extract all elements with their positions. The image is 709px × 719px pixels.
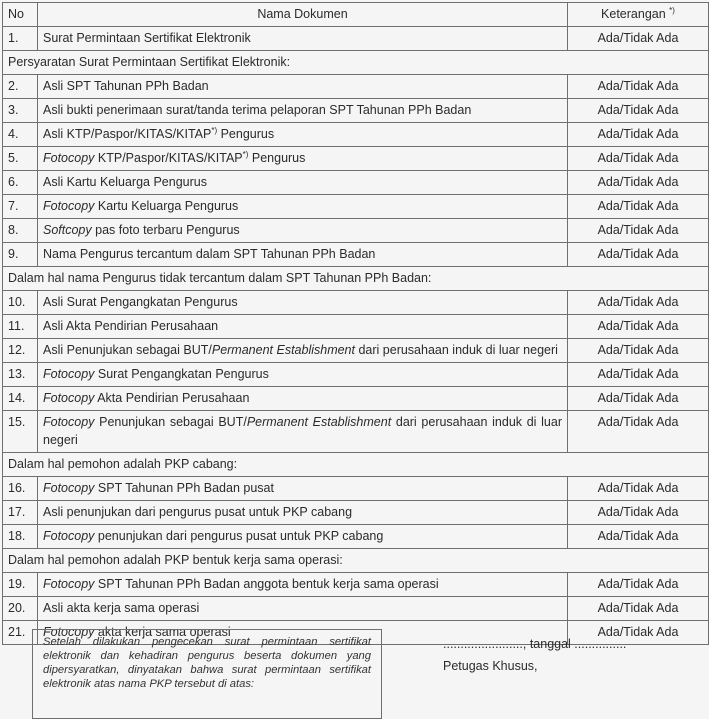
document-name-part: Pengurus	[248, 151, 306, 165]
document-name	[38, 75, 568, 99]
document-name-part: Fotocopy	[43, 199, 95, 213]
row-number: 4.	[3, 123, 38, 147]
document-name-part: Kartu Keluarga Pengurus	[94, 199, 239, 213]
table-row	[3, 573, 709, 597]
row-number: 3.	[3, 99, 38, 123]
row-number: 6.	[3, 171, 38, 195]
document-name-part: Surat Pengangkatan Pengurus	[94, 367, 269, 381]
section-heading: Dalam hal pemohon adalah PKP cabang:	[3, 453, 709, 477]
header-keterangan	[568, 3, 709, 27]
availability-status: Ada/Tidak Ada	[568, 387, 709, 411]
table-row	[3, 291, 709, 315]
document-name	[38, 315, 568, 339]
table-row	[3, 525, 709, 549]
table-row	[3, 123, 709, 147]
availability-status: Ada/Tidak Ada	[568, 171, 709, 195]
availability-status: Ada/Tidak Ada	[568, 147, 709, 171]
document-name-part: Fotocopy	[43, 625, 95, 639]
row-number: 21.	[3, 621, 38, 645]
table-row	[3, 477, 709, 501]
document-name-part: SPT Tahunan PPh Badan anggota bentuk kerja sama operasi	[94, 577, 439, 591]
row-number: 11.	[3, 315, 38, 339]
availability-status: Ada/Tidak Ada	[568, 597, 709, 621]
availability-status: Ada/Tidak Ada	[568, 477, 709, 501]
document-name	[38, 387, 568, 411]
document-name-part: Fotocopy	[43, 367, 95, 381]
table-row	[3, 99, 709, 123]
availability-status: Ada/Tidak Ada	[568, 363, 709, 387]
document-name	[38, 411, 568, 453]
row-number: 20.	[3, 597, 38, 621]
availability-status: Ada/Tidak Ada	[568, 291, 709, 315]
availability-status: Ada/Tidak Ada	[568, 501, 709, 525]
header-nama-dokumen: Nama Dokumen	[38, 3, 568, 27]
document-name-part: Fotocopy	[43, 577, 95, 591]
document-name-part: Pengurus	[217, 127, 275, 141]
document-name	[38, 243, 568, 267]
document-name	[38, 123, 568, 147]
row-number: 7.	[3, 195, 38, 219]
availability-status: Ada/Tidak Ada	[568, 27, 709, 51]
table-row	[3, 219, 709, 243]
table-row	[3, 363, 709, 387]
document-name-part: Nama Pengurus tercantum dalam SPT Tahunan PPh Badan	[43, 247, 376, 261]
document-name-part: Asli Penunjukan sebagai BUT/	[43, 343, 212, 357]
document-name-part: Akta Pendirian Perusahaan	[94, 391, 250, 405]
document-name	[38, 147, 568, 171]
row-number: 2.	[3, 75, 38, 99]
section-heading: Dalam hal pemohon adalah PKP bentuk kerja sama operasi:	[3, 549, 709, 573]
availability-status: Ada/Tidak Ada	[568, 195, 709, 219]
date-line: ......................., tanggal ...............	[443, 637, 627, 651]
availability-status: Ada/Tidak Ada	[568, 339, 709, 363]
header-keterangan-footnote: *)	[669, 5, 675, 15]
availability-status: Ada/Tidak Ada	[568, 573, 709, 597]
header-keterangan-label: Keterangan	[601, 7, 666, 21]
section-row	[3, 51, 709, 75]
document-name	[38, 339, 568, 363]
signature-block	[443, 633, 626, 677]
verification-note-box	[32, 629, 382, 719]
document-name-part: Fotocopy	[43, 529, 95, 543]
document-name	[38, 501, 568, 525]
row-number: 16.	[3, 477, 38, 501]
row-number: 12.	[3, 339, 38, 363]
availability-status: Ada/Tidak Ada	[568, 525, 709, 549]
availability-status: Ada/Tidak Ada	[568, 243, 709, 267]
document-name-part: KTP/Paspor/KITAS/KITAP	[94, 151, 243, 165]
document-name	[38, 291, 568, 315]
table-row	[3, 411, 709, 453]
document-name-part: Asli bukti penerimaan surat/tanda terima pelaporan SPT Tahunan PPh Badan	[43, 103, 472, 117]
document-checklist-table	[2, 2, 709, 645]
availability-status: Ada/Tidak Ada	[568, 219, 709, 243]
row-number: 10.	[3, 291, 38, 315]
document-name-part: Fotocopy	[43, 151, 95, 165]
document-name-part: pas foto terbaru Pengurus	[91, 223, 240, 237]
document-name-part: Asli SPT Tahunan PPh Badan	[43, 79, 209, 93]
section-row	[3, 453, 709, 477]
availability-status: Ada/Tidak Ada	[568, 315, 709, 339]
table-row	[3, 339, 709, 363]
table-body	[3, 27, 709, 645]
availability-status: Ada/Tidak Ada	[568, 99, 709, 123]
document-name-part: penunjukan dari pengurus pusat untuk PKP cabang	[94, 529, 384, 543]
document-name	[38, 27, 568, 51]
document-name-part: Fotocopy	[43, 415, 95, 429]
row-number: 15.	[3, 411, 38, 453]
document-name	[38, 477, 568, 501]
document-name-part: Asli Akta Pendirian Perusahaan	[43, 319, 219, 333]
document-name-part: Surat Permintaan Sertifikat Elektronik	[43, 31, 251, 45]
document-name-part: dari perusahaan induk di luar negeri	[43, 415, 562, 447]
availability-status: Ada/Tidak Ada	[568, 621, 709, 645]
document-name	[38, 195, 568, 219]
document-name	[38, 99, 568, 123]
document-name-part: Permanent Establishment	[246, 415, 392, 429]
document-name-part: Asli akta kerja sama operasi	[43, 601, 200, 615]
section-row	[3, 549, 709, 573]
table-row	[3, 501, 709, 525]
row-number: 14.	[3, 387, 38, 411]
document-name	[38, 171, 568, 195]
verification-note-text: Setelah dilakukan pengecekan surat permintaan sertifikat elektronik dan kehadiran pengurus beserta dokumen yang dipersyaratkan, dinyatakan bahwa surat permintaan sertifikat elektronik atas nama PKP tersebut di atas:	[43, 636, 371, 690]
table-row	[3, 27, 709, 51]
document-name-part: Permanent Establishment	[211, 343, 355, 357]
table-row	[3, 195, 709, 219]
document-name	[38, 219, 568, 243]
row-number: 9.	[3, 243, 38, 267]
table-row	[3, 147, 709, 171]
document-name	[38, 597, 568, 621]
availability-status: Ada/Tidak Ada	[568, 411, 709, 453]
row-number: 13.	[3, 363, 38, 387]
document-name-part: Asli Kartu Keluarga Pengurus	[43, 175, 207, 189]
row-number: 17.	[3, 501, 38, 525]
table-row	[3, 315, 709, 339]
document-name-part: Penunjukan sebagai BUT/	[94, 415, 247, 429]
section-row	[3, 267, 709, 291]
officer-title: Petugas Khusus,	[443, 659, 538, 673]
footnote-marker: *)	[242, 149, 249, 159]
document-name-part: SPT Tahunan PPh Badan pusat	[94, 481, 274, 495]
row-number: 18.	[3, 525, 38, 549]
table-row	[3, 243, 709, 267]
row-number: 1.	[3, 27, 38, 51]
section-heading: Dalam hal nama Pengurus tidak tercantum dalam SPT Tahunan PPh Badan:	[3, 267, 709, 291]
document-name-part: akta kerja sama operasi	[94, 625, 231, 639]
row-number: 8.	[3, 219, 38, 243]
footnote-marker: *)	[211, 125, 218, 135]
document-name	[38, 573, 568, 597]
document-name-part: Softcopy	[43, 223, 92, 237]
document-name-part: dari perusahaan induk di luar negeri	[355, 343, 558, 357]
document-name-part: Fotocopy	[43, 391, 95, 405]
document-name-part: Asli penunjukan dari pengurus pusat untuk PKP cabang	[43, 505, 353, 519]
document-name-part: Asli Surat Pengangkatan Pengurus	[43, 295, 238, 309]
document-name	[38, 525, 568, 549]
availability-status: Ada/Tidak Ada	[568, 123, 709, 147]
header-no: No	[3, 3, 38, 27]
table-row	[3, 171, 709, 195]
section-heading: Persyaratan Surat Permintaan Sertifikat Elektronik:	[3, 51, 709, 75]
document-name	[38, 363, 568, 387]
availability-status: Ada/Tidak Ada	[568, 75, 709, 99]
document-name-part: Asli KTP/Paspor/KITAS/KITAP	[43, 127, 212, 141]
table-header-row	[3, 3, 709, 27]
table-row	[3, 597, 709, 621]
document-name-part: Fotocopy	[43, 481, 95, 495]
row-number: 5.	[3, 147, 38, 171]
row-number: 19.	[3, 573, 38, 597]
table-row	[3, 387, 709, 411]
table-row	[3, 75, 709, 99]
